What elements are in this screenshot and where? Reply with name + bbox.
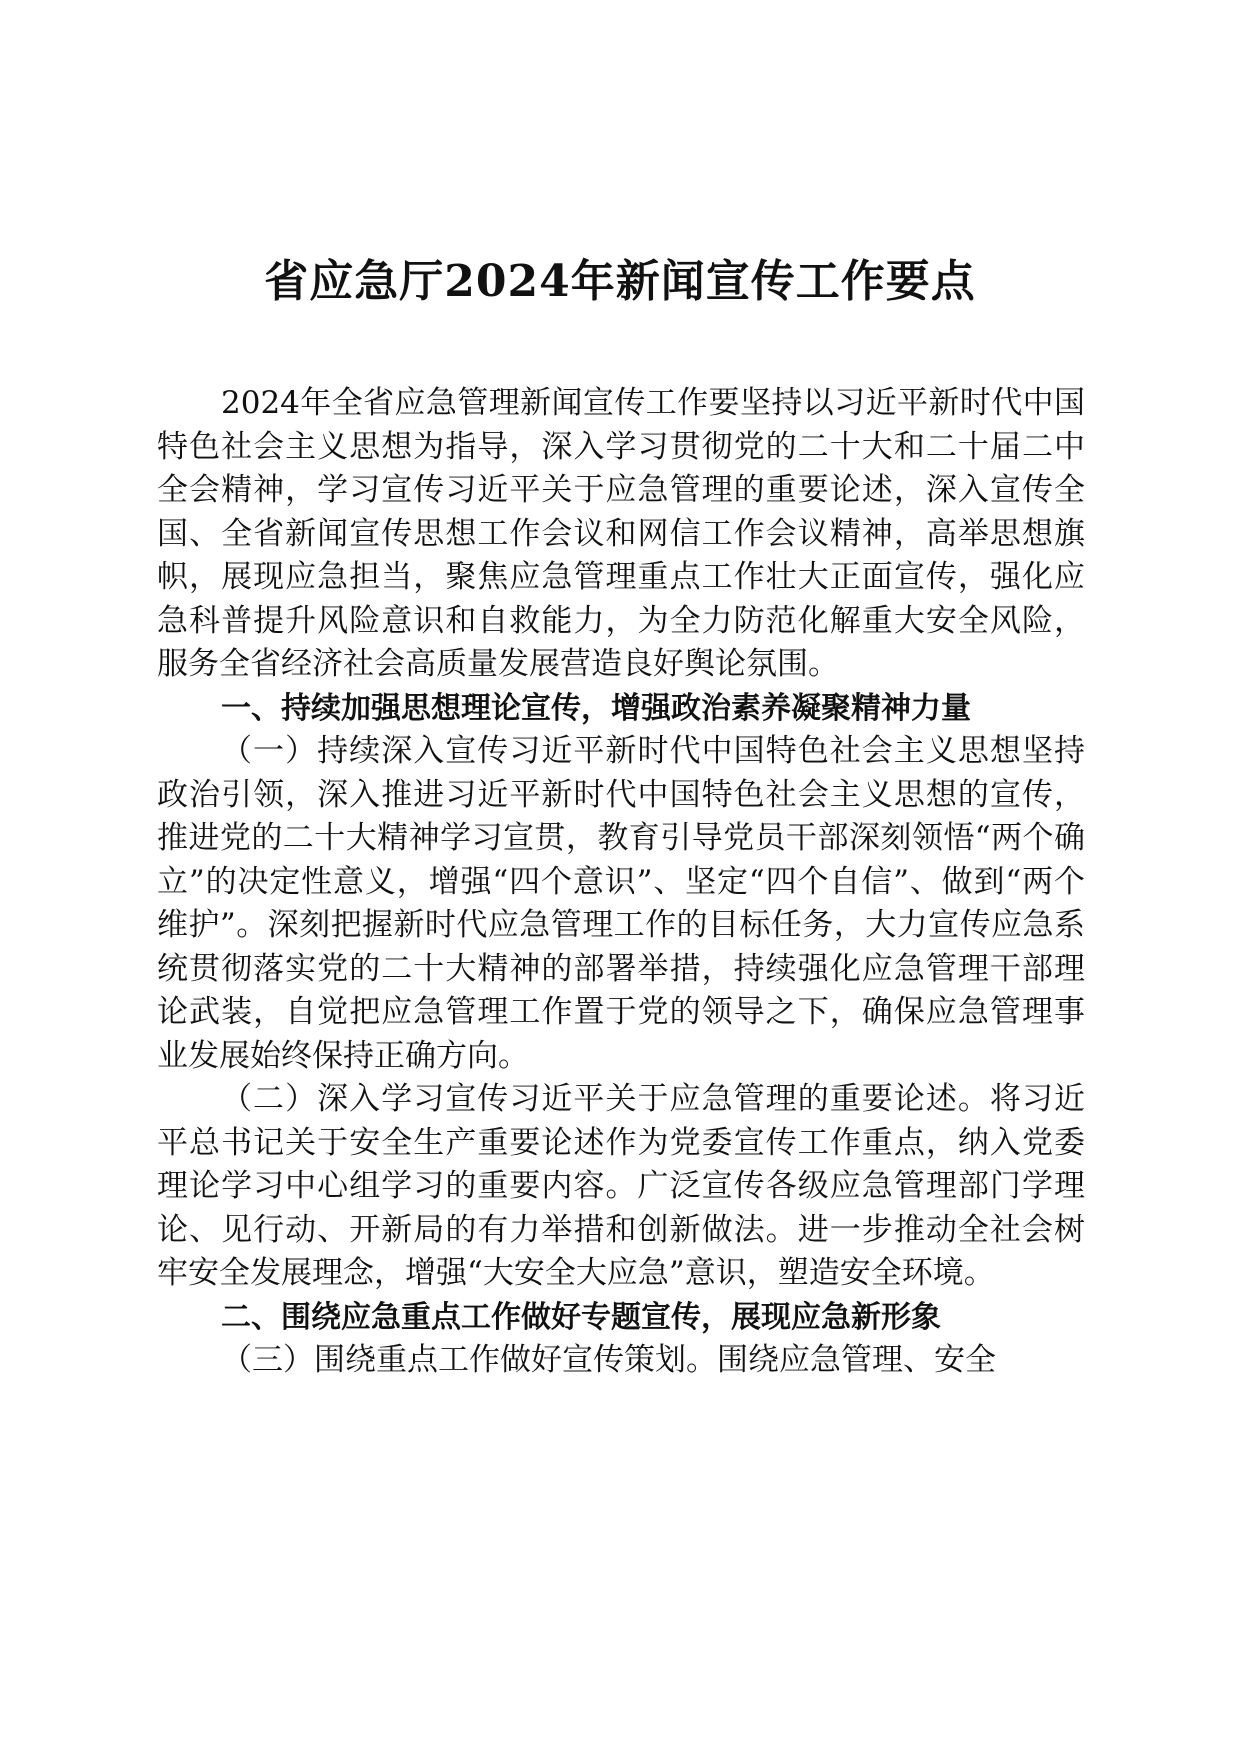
intro-paragraph: 2024年全省应急管理新闻宣传工作要坚持以习近平新时代中国特色社会主义思想为指导，深入学习贯彻党的二十大和二十届二中全会精神，学习宣传习近平关于应急管理的重要论述，深入宣传全国、全省新闻宣传思想工作会议和网信工作会议精神，高举思想旗帜，展现应急担当，聚焦应急管理重点工作壮大正面宣传，强化应急科普提升风险意识和自救能力，为全力防范化解重大安全风险，服务全省经济社会高质量发展营造良好舆论氛围。 bbox=[157, 385, 1085, 682]
body-paragraph-1: （一）持续深入宣传习近平新时代中国特色社会主义思想坚持政治引领，深入推进习近平新时代中国特色社会主义思想的宣传，推进党的二十大精神学习宣贯，教育引导党员干部深刻领悟“两个确立”的决定性意义，增强“四个意识”、坚定“四个自信”、做到“两个维护”。深刻把握新时代应急管理工作的目标任务，大力宣传应急系统贯彻落实党的二十大精神的部署举措，持续强化应急管理干部理论武装，自觉把应急管理工作置于党的领导之下，确保应急管理事业发展始终保持正确方向。 bbox=[157, 733, 1085, 1074]
document-title: 省应急厅2024年新闻宣传工作要点 bbox=[264, 256, 976, 307]
document-body bbox=[157, 382, 1085, 1383]
section-heading-2: 二、围绕应急重点工作做好专题宣传，展现应急新形象 bbox=[221, 1299, 941, 1335]
body-paragraph-2: （二）深入学习宣传习近平关于应急管理的重要论述。将习近平总书记关于安全生产重要论述作为党委宣传工作重点，纳入党委理论学习中心组学习的重要内容。广泛宣传各级应急管理部门学理论、见行动、开新局的有力举措和创新做法。进一步推动全社会树牢安全发展理念，增强“大安全大应急”意识，塑造安全环境。 bbox=[157, 1081, 1085, 1291]
body-paragraph-3: （三）围绕重点工作做好宣传策划。围绕应急管理、安全 bbox=[221, 1342, 996, 1378]
section-heading-1: 一、持续加强思想理论宣传，增强政治素养凝聚精神力量 bbox=[221, 690, 971, 726]
